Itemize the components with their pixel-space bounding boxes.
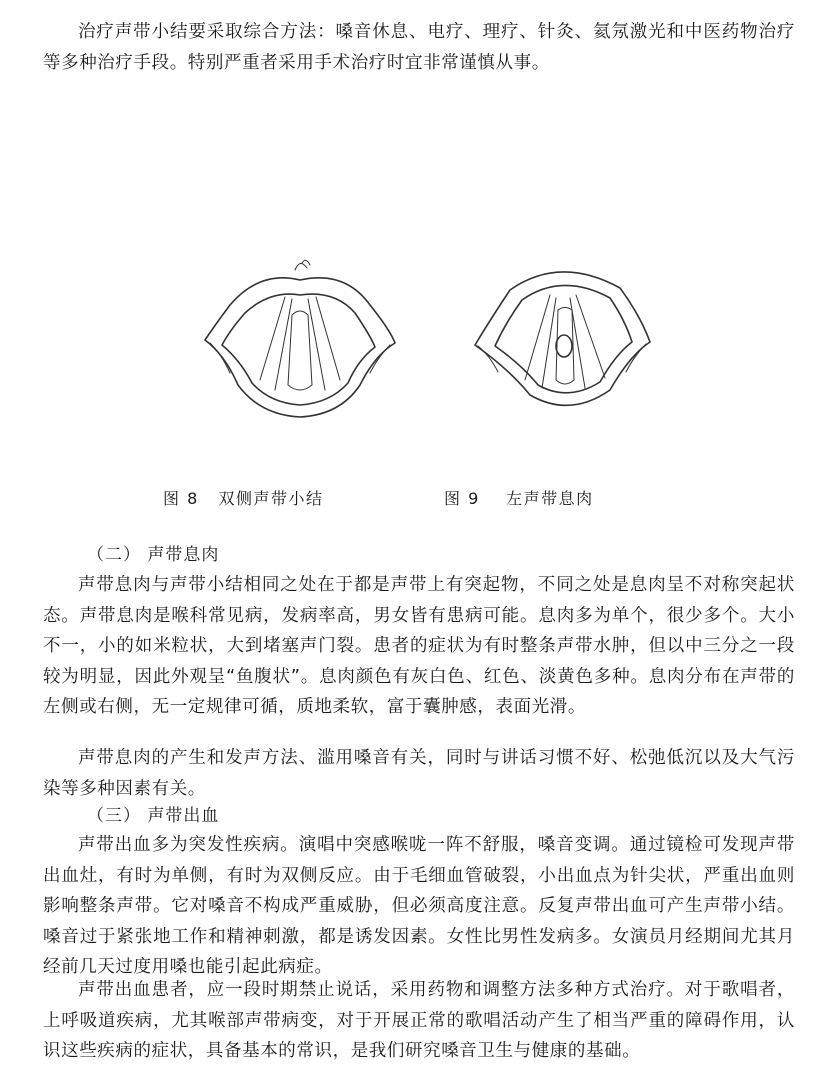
figure-8-bilateral-nodules xyxy=(200,255,400,435)
section-2-heading: （二） 声带息肉 xyxy=(87,545,220,565)
figure-9-left-polyp xyxy=(470,260,660,420)
section-2-paragraph-1: 声带息肉与声带小结相同之处在于都是声带上有突起物，不同之处是息肉呈不对称突起状态。声带息肉是喉科常见病，发病率高，男女皆有患病可能。息肉多为单个，很少多个。大小不一，小的如米粒状，大到堵塞声门裂。患者的症状为有时整条声带水肿，但以中三分之一段较为明显，因此外观呈“鱼腹状”。息肉颜色有灰白色、红色、淡黄色多种。息肉分布在声带的左侧或右侧，无一定规律可循，质地柔软，富于囊肿感，表面光滑。 xyxy=(43,575,795,717)
section-2-paragraph-2: 声带息肉的产生和发声方法、滥用嗓音有关，同时与讲话习惯不好、松弛低沉以及大气污染等多种因素有关。 xyxy=(43,748,795,799)
section-3-paragraph-1: 声带出血多为突发性疾病。演唱中突感喉咙一阵不舒服，嗓音变调。通过镜检可发现声带出血灶，有时为单侧，有时为双侧反应。由于毛细血管破裂，小出血点为针尖状，严重出血则影响整条声带。它对嗓音不构成严重威胁，但必须高度注意。反复声带出血可产生声带小结。嗓音过于紧张地工作和精神刺激，都是诱发因素。女性比男性发病多。女演员月经期间尤其月经前几天过度用嗓也能引起此病症。 xyxy=(43,835,795,977)
section-3-paragraph-2: 声带出血患者，应一段时期禁止说话，采用药物和调整方法多种方式治疗。对于歌唱者，上呼吸道疾病，尤其喉部声带病变，对于开展正常的歌唱活动产生了相当严重的障碍作用，认识这些疾病的症状，具备基本的常识，是我们研究嗓音卫生与健康的基础。 xyxy=(43,980,795,1061)
figure-8-caption: 图 8 双侧声带小结 xyxy=(163,489,324,508)
figure-9-caption: 图 9 左声带息肉 xyxy=(444,489,594,508)
intro-paragraph: 治疗声带小结要采取综合方法：嗓音休息、电疗、理疗、针灸、氦氖激光和中医药物治疗等多种治疗手段。特别严重者采用手术治疗时宜非常谨慎从事。 xyxy=(43,22,795,73)
section-3-heading: （三） 声带出血 xyxy=(87,806,220,826)
